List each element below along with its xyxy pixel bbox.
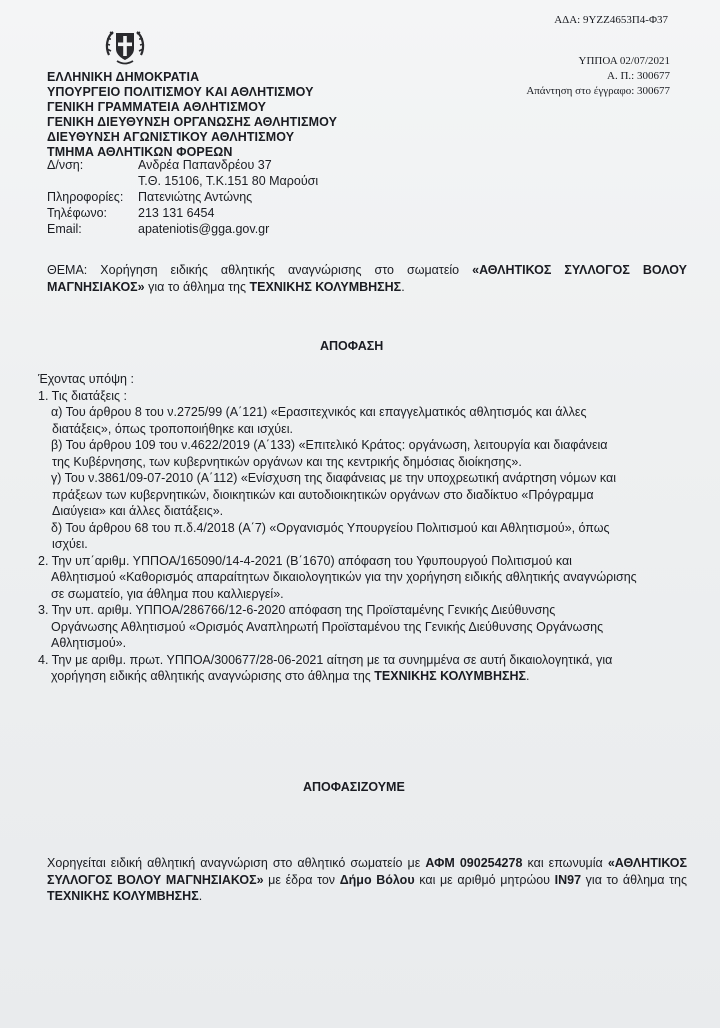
document-date: ΥΠΠΟΑ 02/07/2021: [578, 55, 670, 67]
decision-text: Χορηγείται ειδική αθλητική αναγνώριση στο αθλητικό σωματείο με ΑΦΜ 090254278 και επωνυμία «ΑΘΛΗΤΙΚΟΣ ΣΥΛΛΟΓΟΣ ΒΟΛΟΥ ΜΑΓΝΗΣΙΑΚΟΣ» με έδρα τον Δήμο Βόλου και με αριθμό μητρώου IN97 για το άθλημα της ΤΕΧΝΙΚΗΣ ΚΟΛΥΜΒΗΣΗΣ.: [47, 856, 688, 903]
decision-title: ΑΠΟΦΑΣΗ: [320, 339, 384, 353]
item-2-cont: σε σωματείο, για άθλημα που καλλιεργεί».: [51, 586, 284, 601]
greek-emblem-icon: [103, 25, 147, 69]
header-line: ΔΙΕΥΘΥΝΣΗ ΑΓΩΝΙΣΤΙΚΟΥ ΑΘΛΗΤΙΣΜΟΥ: [47, 130, 295, 144]
item-2-cont: Αθλητισμού «Καθορισμός απαραίτητων δικαιολογητικών για την χορήγηση ειδικής αθλητικής αναγνώρισης: [51, 570, 637, 584]
email-row: [47, 221, 318, 237]
address-row-2: [47, 173, 318, 189]
sport-name: ΤΕΧΝΙΚΗΣ ΚΟΛΥΜΒΗΣΗΣ: [47, 889, 199, 903]
header-line: ΥΠΟΥΡΓΕΙΟ ΠΟΛΙΤΙΣΜΟΥ ΚΑΙ ΑΘΛΗΤΙΣΜΟΥ: [47, 85, 314, 99]
subject-club: «ΑΘΛΗΤΙΚΟΣ ΣΥΛΛΟΓΟΣ ΒΟΛΟΥ ΜΑΓΝΗΣΙΑΚΟΣ»: [47, 263, 687, 294]
subject-middle: για το άθλημα της: [144, 279, 250, 294]
item-1c: γ) Του ν.3861/09-07-2010 (Α΄112) «Ενίσχυση της διαφάνειας με την υποχρεωτική ανάρτηση νόμων και: [51, 471, 617, 485]
protocol-number: Α. Π.: 300677: [607, 70, 670, 82]
club-afm: ΑΦΜ 090254278: [425, 856, 523, 870]
item-4-cont: χορήγηση ειδικής αθλητικής αναγνώρισης στο άθλημα της ΤΕΧΝΙΚΗΣ ΚΟΛΥΜΒΗΣΗΣ.: [51, 669, 530, 683]
ada-code: ΑΔΑ: 9ΥΖΖ4653Π4-Φ37: [554, 14, 668, 26]
email-value: apateniotis@gga.gov.gr: [138, 222, 270, 236]
registry-number: IN97: [554, 872, 582, 887]
item-1c-cont: Διαύγεια» και άλλες διατάξεις».: [52, 504, 224, 518]
considering-section: [38, 371, 694, 685]
item-4: 4. Την με αριθμ. πρωτ. ΥΠΠΟΑ/300677/28-06-2021 αίτηση με τα συνημμένα σε αυτή δικαιολογητικά, για: [38, 652, 613, 667]
item-1c-cont: πράξεων των κυβερνητικών, διοικητικών και αυτοδιοικητικών οργάνων στο διαδίκτυο «Πρόγραμμα: [52, 487, 594, 502]
item-3-cont: Αθλητισμού».: [51, 636, 127, 650]
header-line: ΕΛΛΗΝΙΚΗ ΔΗΜΟΚΡΑΤΙΑ: [47, 70, 200, 84]
item-1a: α) Του άρθρου 8 του ν.2725/99 (Α΄121) «Ερασιτεχνικός και επαγγελματικός αθλητισμός και άλλες: [51, 405, 587, 419]
item-1a-cont: διατάξεις», όπως τροποποιήθηκε και ισχύει.: [52, 421, 293, 436]
item-1b-cont: της Κυβέρνησης, των κυβερνητικών οργάνων και της κεντρικής δημόσιας διοίκησης».: [52, 454, 522, 469]
item-3: 3. Την υπ. αριθμ. ΥΠΠΟΑ/286766/12-6-2020 απόφαση της Προϊσταμένης Γενικής Διεύθυνσης: [38, 603, 556, 617]
item-2: 2. Την υπ΄αριθμ. ΥΠΠΟΑ/165090/14-4-2021 (Β΄1670) απόφαση του Υφυπουργού Πολιτισμού και: [38, 553, 572, 568]
header-line: ΤΜΗΜΑ ΑΘΛΗΤΙΚΩΝ ΦΟΡΕΩΝ: [47, 145, 233, 159]
resolve-title: ΑΠΟΦΑΣΙΖΟΥΜΕ: [303, 780, 405, 794]
address-label: Δ/νση:: [47, 158, 84, 172]
address-row: [47, 157, 318, 173]
subject-sport: ΤΕΧΝΙΚΗΣ ΚΟΛΥΜΒΗΣΗΣ: [249, 279, 402, 294]
address-postal: Τ.Θ. 15106, Τ.Κ.151 80 Μαρούσι: [138, 174, 319, 188]
reference-block: [526, 54, 670, 99]
info-row: [47, 189, 318, 205]
email-label: Email:: [47, 222, 82, 236]
item-1-title: 1. Τις διατάξεις :: [38, 388, 127, 403]
item-1b: β) Του άρθρου 109 του ν.4622/2019 (Α΄133) «Επιτελικό Κράτος: οργάνωση, λειτουργία και διαφάνεια: [51, 438, 608, 452]
item-3-cont: Οργάνωσης Αθλητισμού «Ορισμός Αναπληρωτή Προϊσταμένου της Γενικής Διεύθυνσης Οργάνωσης: [51, 619, 604, 634]
issuing-authority: [47, 70, 337, 160]
club-seat: Δήμο Βόλου: [339, 872, 415, 887]
contact-details: [47, 157, 318, 237]
item-4-sport: ΤΕΧΝΙΚΗΣ ΚΟΛΥΜΒΗΣΗΣ: [374, 669, 526, 683]
subject-prefix: ΘΕΜΑ: Χορήγηση ειδικής αθλητικής αναγνώρισης στο σωματείο: [47, 263, 473, 277]
info-value: Πατενιώτης Αντώνης: [138, 190, 253, 204]
reply-reference: Απάντηση στο έγγραφο: 300677: [526, 85, 670, 97]
considering-intro: Έχοντας υπόψη :: [38, 372, 134, 386]
subject-line: ΘΕΜΑ: Χορήγηση ειδικής αθλητικής αναγνώρισης στο σωματείο «ΑΘΛΗΤΙΚΟΣ ΣΥΛΛΟΓΟΣ ΒΟΛΟΥ ΜΑΓΝΗΣΙΑΚΟΣ» για το άθλημα της ΤΕΧΝΙΚΗΣ ΚΟΛΥΜΒΗΣΗΣ.: [47, 263, 687, 294]
club-name: «ΑΘΛΗΤΙΚΟΣ ΣΥΛΛΟΓΟΣ ΒΟΛΟΥ ΜΑΓΝΗΣΙΑΚΟΣ»: [47, 856, 687, 887]
header-line: ΓΕΝΙΚΗ ΔΙΕΥΘΥΝΣΗ ΟΡΓΑΝΩΣΗΣ ΑΘΛΗΤΙΣΜΟΥ: [47, 115, 338, 129]
header-line: ΓΕΝΙΚΗ ΓΡΑΜΜΑΤΕΙΑ ΑΘΛΗΤΙΣΜΟΥ: [47, 100, 267, 114]
phone-label: Τηλέφωνο:: [47, 206, 108, 220]
item-1d-cont: ισχύει.: [52, 537, 88, 551]
phone-row: [47, 205, 318, 221]
address-value: Ανδρέα Παπανδρέου 37: [138, 158, 272, 172]
phone-value: 213 131 6454: [138, 206, 215, 220]
item-1d: δ) Του άρθρου 68 του π.δ.4/2018 (Α΄7) «Οργανισμός Υπουργείου Πολιτισμού και Αθλητισμού», όπως: [51, 520, 610, 535]
info-label: Πληροφορίες:: [47, 190, 124, 204]
